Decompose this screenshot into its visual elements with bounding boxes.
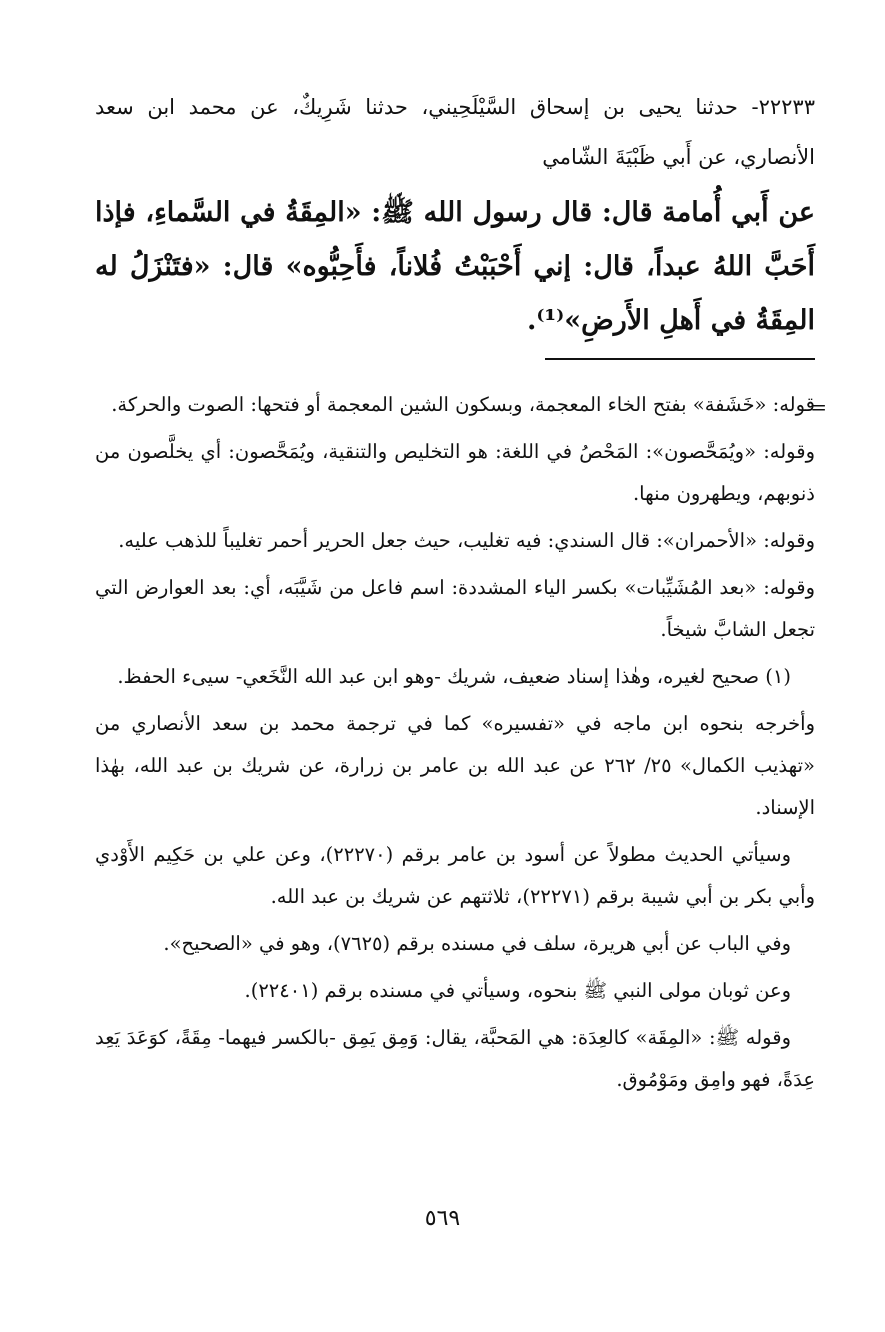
footnote-paragraph: (١) صحيح لغيره، وهٰذا إسناد ضعيف، شريك -وهو ابن عبد الله النَّخَعي- سيىء الحفظ.	[117, 665, 791, 688]
footnote-paragraph: وقوله: «بعد المُشَيِّبات» بكسر الياء المشددة: اسم فاعل من شَيَّبَه، أي: بعد العوارض التي تجعل الشابَّ شيخاً.	[95, 576, 815, 641]
footnote-divider	[545, 358, 815, 360]
continuation-mark: =	[810, 395, 827, 419]
footnote-paragraph: وقوله: «ويُمَحَّصون»: المَحْصُ في اللغة: هو التخليص والتنقية، ويُمَحَّصون: أي يخلَّصون من ذنوبهم، ويطهرون منها.	[95, 440, 815, 505]
footnote-paragraph: وفي الباب عن أبي هريرة، سلف في مسنده برقم (٧٦٢٥)، وهو في «الصحيح».	[163, 932, 791, 955]
footnote-paragraph: وأخرجه بنحوه ابن ماجه في «تفسيره» كما في ترجمة محمد بن سعد الأنصاري من «تهذيب الكمال» ٢٥/ ٢٦٢ عن عبد الله بن عامر بن زرارة، عن شريك بن عبد الله، بهٰذا الإسناد.	[95, 712, 815, 819]
footnote-paragraph: وسيأتي الحديث مطولاً عن أسود بن عامر برقم (٢٢٢٧٠)، وعن علي بن حَكِيم الأَوْدي وأبي بكر بن أبي شيبة برقم (٢٢٢٧١)، ثلاثتهم عن شريك بن عبد الله.	[95, 843, 815, 908]
footnote-paragraph: قوله: «خَشَفة» بفتح الخاء المعجمة، وبسكون الشين المعجمة أو فتحها: الصوت والحركة.	[111, 393, 815, 416]
footnote-paragraph: وعن ثوبان مولى النبي ﷺ بنحوه، وسيأتي في مسنده برقم (٢٢٤٠١).	[244, 979, 791, 1002]
hadith-matn: عن أَبي أُمامة قال: قال رسول الله ﷺ: «المِقَةُ في السَّماءِ، فإذا أَحَبَّ اللهُ عبداً، قال: إني أَحْبَبْتُ فُلاناً، فأَحِبُّوه» قال: «فتَنْزَلُ له المِقَةُ في أَهلِ الأَرضِ»⁽¹⁾.	[95, 197, 815, 336]
footnote-paragraph: وقوله: «الأحمران»: قال السندي: فيه تغليب، حيث جعل الحرير أحمر تغليباً للذهب عليه.	[118, 529, 815, 552]
footnote-paragraph: وقوله ﷺ: «المِقَة» كالعِدَة: هي المَحبَّة، يقال: وَمِق يَمِق -بالكسر فيهما- مِقَةً، كوَعَدَ يَعِد عِدَةً، فهو وامِق ومَوْمُوق.	[95, 1026, 815, 1091]
hadith-number-and-isnad: ٢٢٢٣٣- حدثنا يحيى بن إسحاق السَّيْلَحِيني، حدثنا شَرِيكٌ، عن محمد ابن سعد الأنصاري، عن أَبي ظَبْيَةَ الشّامي	[95, 95, 815, 169]
footnotes	[95, 384, 815, 1106]
page-number: ٥٦٩	[424, 1206, 461, 1231]
